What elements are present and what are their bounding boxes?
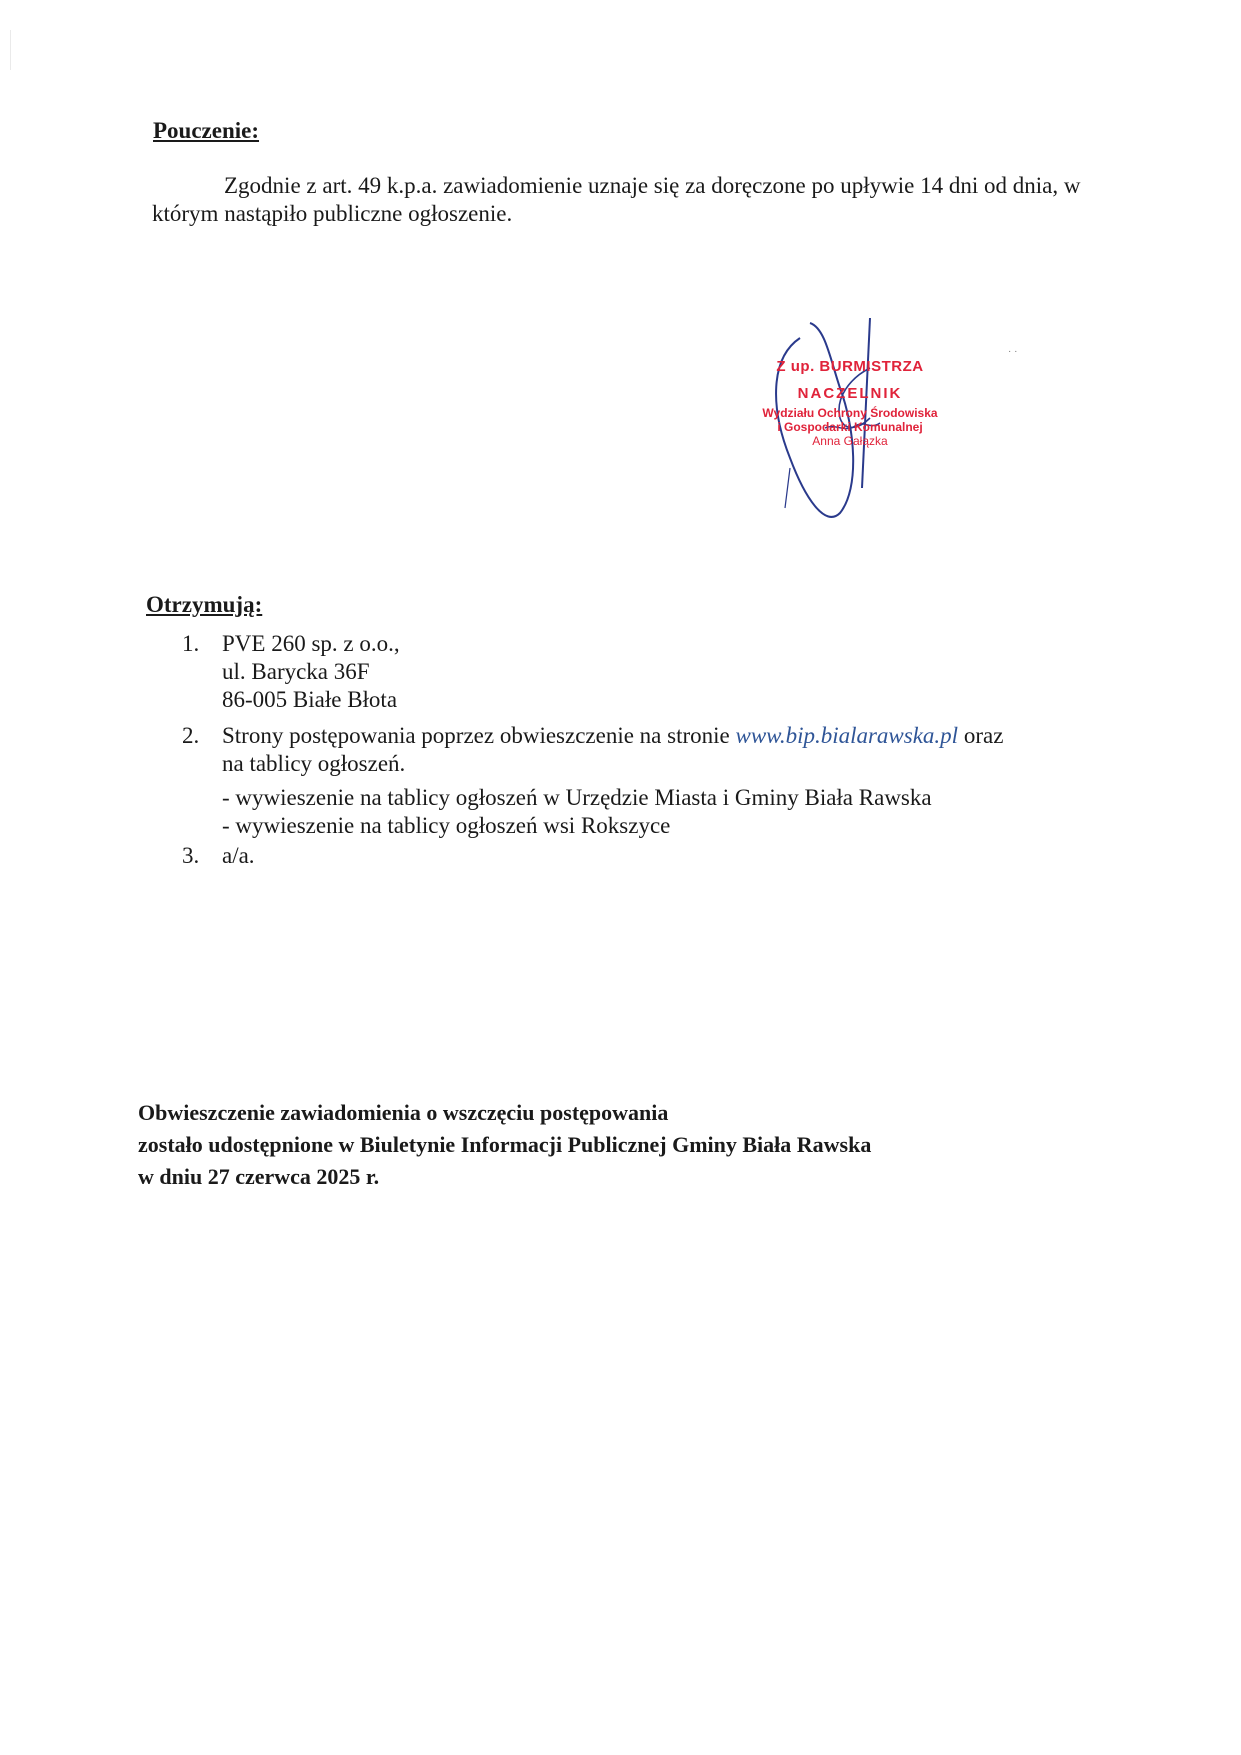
recipients-heading: Otrzymują: — [146, 592, 263, 617]
publication-line-2: zostało udostępnione w Biuletynie Informacji Publicznej Gminy Biała Rawska — [138, 1132, 872, 1157]
stamp-line-department-2: i Gospodarki Komunalnej — [777, 420, 923, 434]
instruction-heading: Pouczenie: — [153, 118, 260, 143]
stamp-line-title: NACZELNIK — [797, 385, 903, 402]
recipients-list — [182, 630, 1122, 870]
list-number: 1. — [182, 631, 200, 656]
list-item — [182, 722, 1122, 840]
list-item — [182, 630, 1122, 714]
parties-text: Strony postępowania poprzez obwieszczenie na stronie — [222, 723, 736, 748]
official-stamp — [730, 318, 970, 528]
stamp-line-department: Wydziału Ochrony Środowiska — [762, 406, 938, 420]
recipient-parties — [222, 722, 1122, 750]
scan-artifact — [10, 30, 11, 70]
posting-city-hall: - wywieszenie na tablicy ogłoszeń w Urzędzie Miasta i Gminy Biała Rawska — [222, 785, 932, 810]
publication-line-1: Obwieszczenie zawiadomienia o wszczęciu postępowania — [138, 1100, 669, 1125]
list-number: 3. — [182, 843, 200, 868]
scan-dots: · · — [1008, 346, 1018, 357]
recipient-street: ul. Barycka 36F — [222, 659, 370, 684]
stamp-line-authority: Z up. BURMISTRZA — [776, 358, 924, 375]
list-number: 2. — [182, 723, 200, 748]
parties-board: na tablicy ogłoszeń. — [222, 751, 406, 776]
list-item — [182, 842, 1122, 870]
stamp-text — [730, 358, 970, 448]
recipient-name: PVE 260 sp. z o.o., — [222, 631, 400, 656]
bip-link[interactable]: www.bip.bialarawska.pl — [735, 723, 959, 748]
recipient-city: 86-005 Białe Błota — [222, 687, 398, 712]
parties-text-after: oraz — [958, 723, 1004, 748]
instruction-text: Zgodnie z art. 49 k.p.a. zawiadomienie uznaje się za doręczone po upływie 14 dni od dnia, w którym nastąpiło publiczne ogłoszenie. — [152, 173, 1081, 226]
posting-village: - wywieszenie na tablicy ogłoszeń wsi Rokszyce — [222, 813, 671, 838]
publication-line-3: w dniu 27 czerwca 2025 r. — [138, 1164, 380, 1189]
publication-note — [138, 1097, 1038, 1193]
recipient-archive: a/a. — [222, 843, 255, 868]
stamp-line-name: Anna Gałązka — [812, 434, 888, 448]
